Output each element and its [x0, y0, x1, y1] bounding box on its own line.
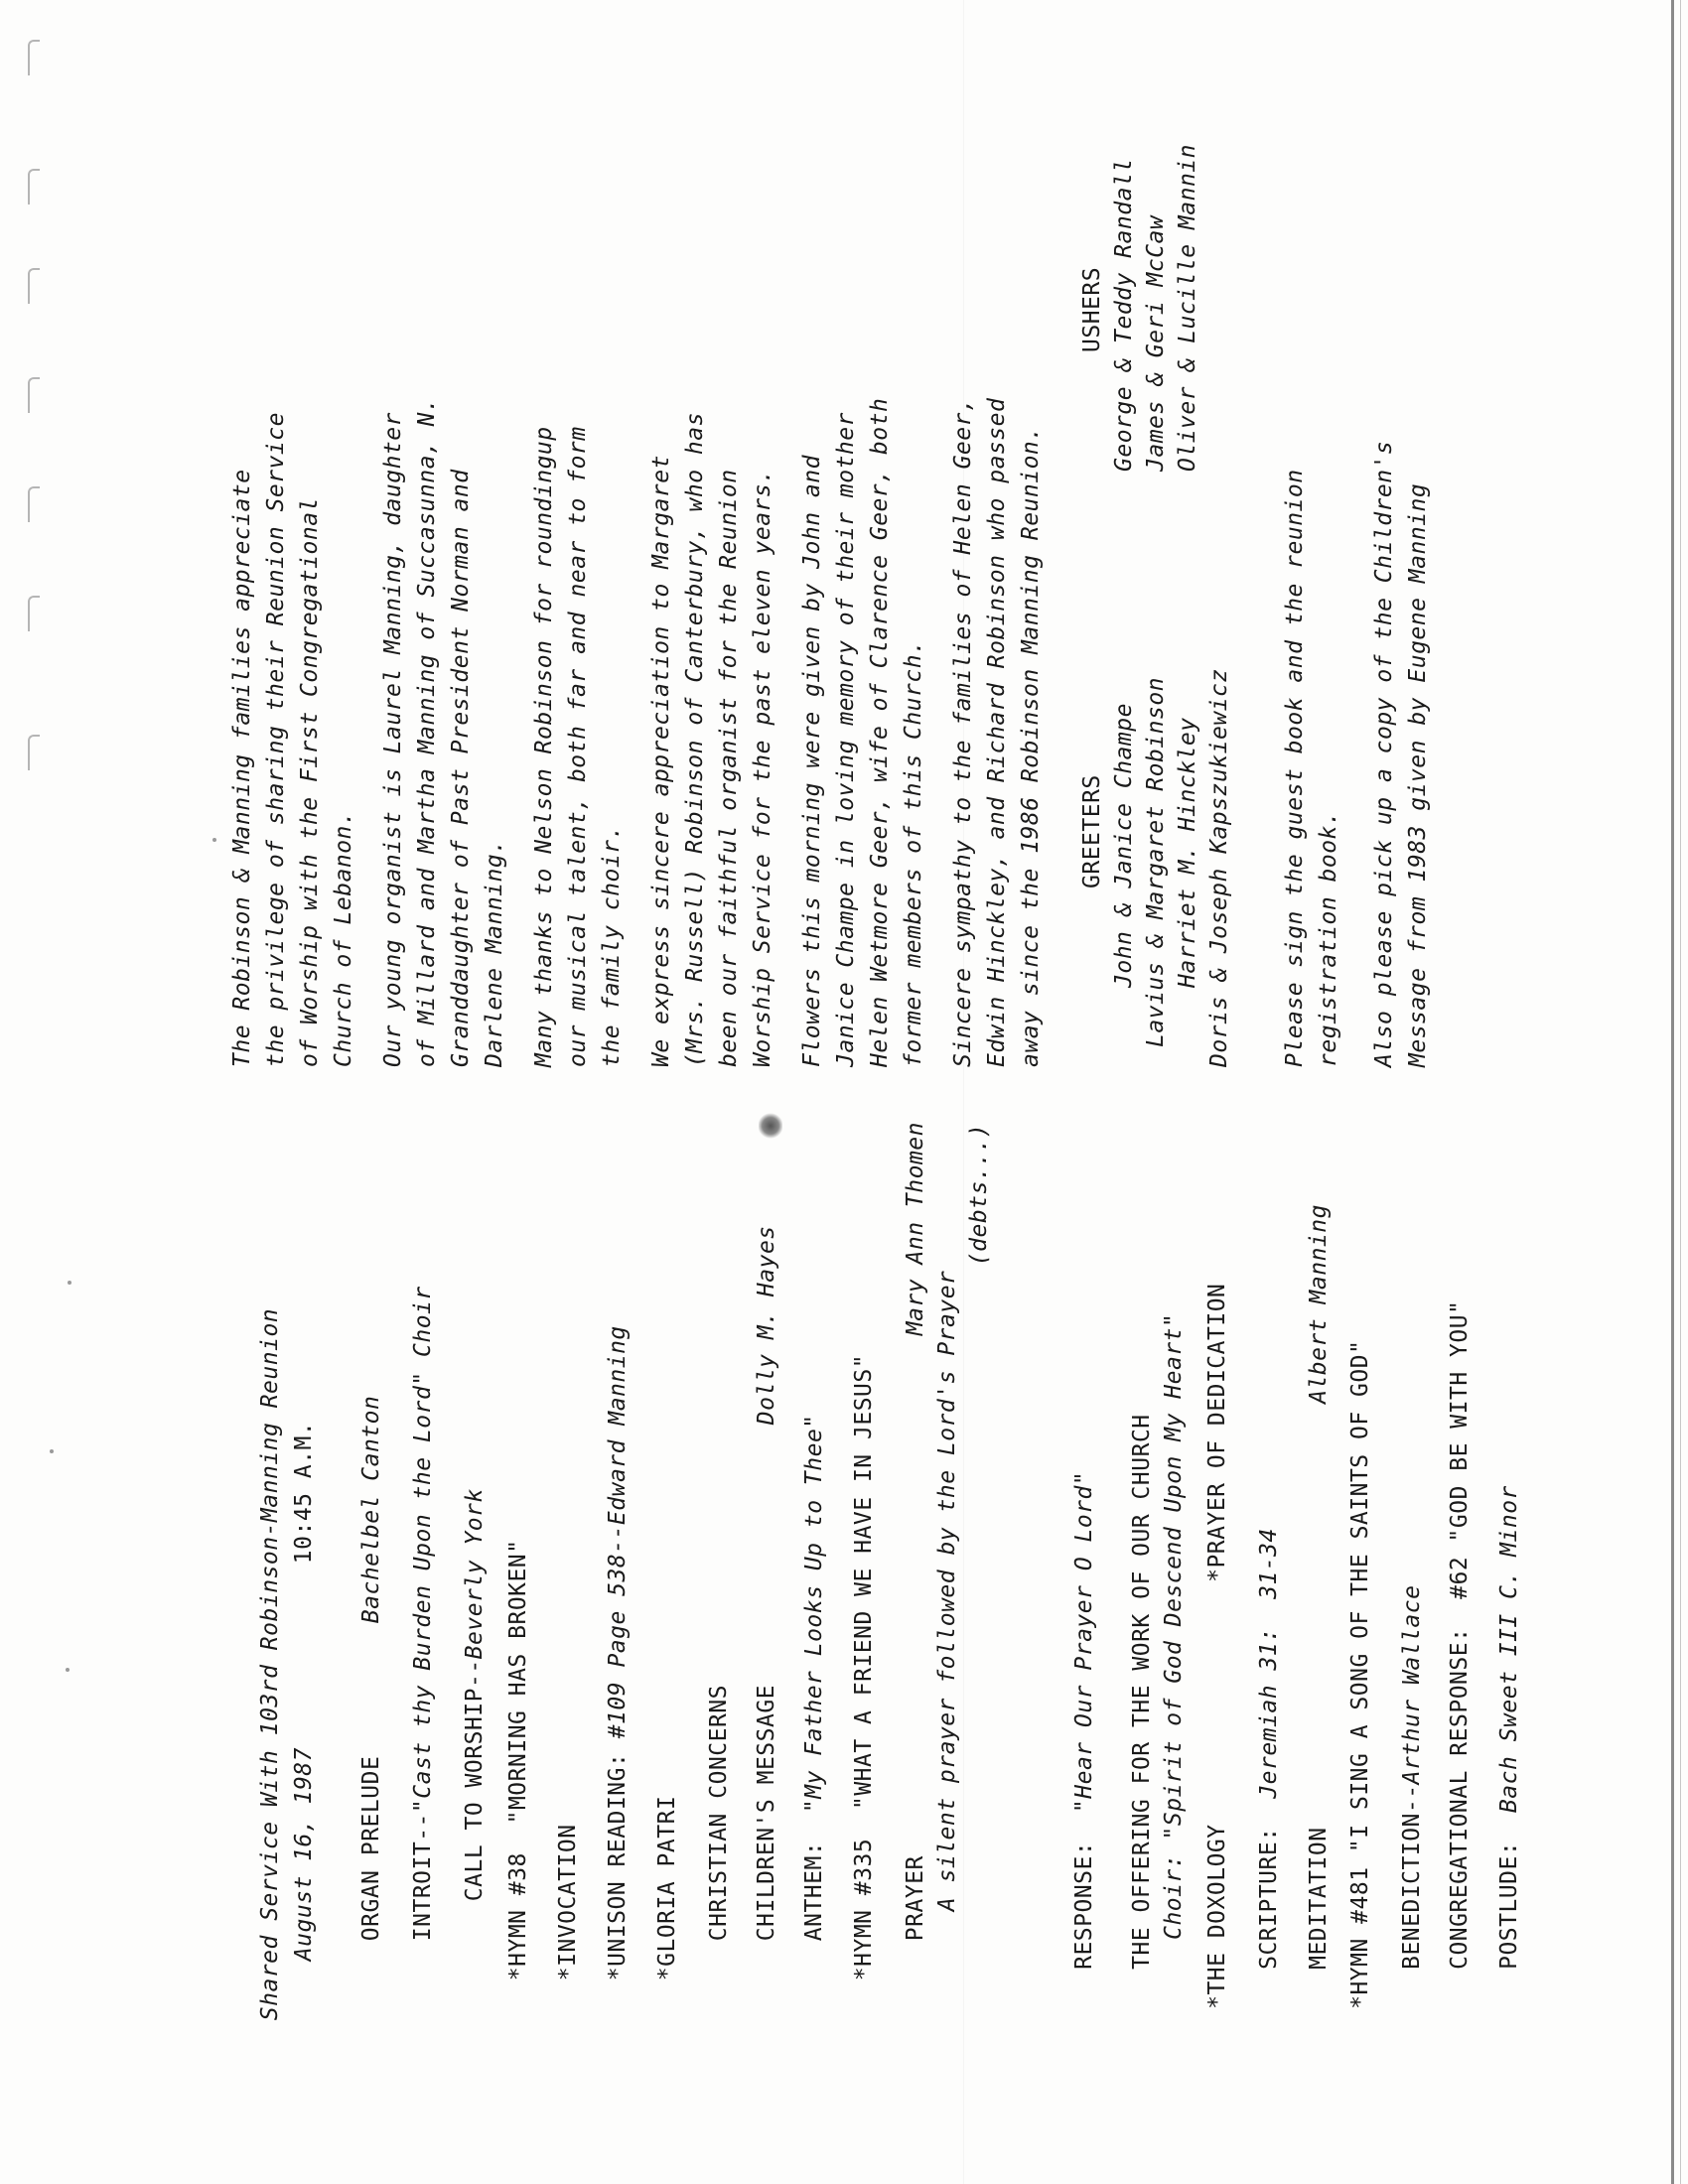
service-date: August 16, 1987: [291, 1747, 317, 1962]
childrens-message-value: Dolly M. Hayes: [754, 1225, 779, 1426]
congregational-response-label: CONGREGATIONAL RESPONSE:: [1447, 1627, 1473, 1970]
note-line: Also please pick up a copy of the Children's: [1371, 440, 1397, 1067]
benediction-value: Arthur Wallace: [1399, 1584, 1425, 1785]
scan-speck: [212, 838, 216, 842]
binder-hole-mark: [28, 377, 40, 413]
meditation-value: Albert Manning: [1306, 1204, 1332, 1404]
note-line: of Worship with the First Congregational: [297, 497, 323, 1067]
note-line: Sincere sympathy to the families of Helen Geer,: [950, 397, 976, 1067]
response-label: RESPONSE:: [1071, 1841, 1097, 1970]
note-line: Helen Wetmore Geer, wife of Clarence Geer, both: [867, 397, 893, 1067]
ushers-heading: USHERS: [1079, 266, 1105, 352]
childrens-message-label: CHILDREN'S MESSAGE: [754, 1684, 779, 1942]
binder-hole-mark: [28, 486, 40, 522]
note-line: Please sign the guest book and the reunion: [1282, 469, 1308, 1067]
binder-hole-mark: [28, 596, 40, 631]
scan-speck: [68, 1281, 71, 1285]
note-line: Edwin Hinckley, and Richard Robinson who passed: [984, 397, 1010, 1067]
order-of-worship-continued: [1028, 1072, 1522, 2134]
service-time: 10:45 A.M.: [291, 1421, 317, 1565]
note-line: Darlene Manning.: [482, 839, 507, 1067]
doxology-label: *THE DOXOLOGY: [1204, 1824, 1230, 2009]
invocation: *INVOCATION: [555, 1824, 581, 1981]
greeter-entry: Doris & Joseph Kapszukiewicz: [1206, 668, 1232, 1067]
note-line: been our faithful organist for the Reunion: [716, 469, 742, 1067]
anthem-label: ANTHEM:: [801, 1841, 827, 1942]
prayer-leader: Mary Ann Thomen: [903, 1122, 928, 1336]
scripture-label: SCRIPTURE:: [1256, 1827, 1282, 1970]
binder-hole-mark: [28, 268, 40, 304]
note-line: away since the 1986 Robinson Manning Reunion.: [1018, 426, 1044, 1067]
note-line: Church of Lebanon.: [331, 810, 356, 1067]
note-line: the privilege of sharing their Reunion Service: [263, 412, 289, 1067]
scan-edge: [1671, 0, 1674, 2184]
anthem-value: "My Father Looks Up to Thee": [801, 1414, 827, 1814]
postlude-label: POSTLUDE:: [1496, 1841, 1522, 1970]
call-to-worship-value: Beverly York: [462, 1488, 488, 1660]
binder-hole-mark: [28, 169, 40, 205]
prayer-description: A silent prayer followed by the Lord's Prayer: [934, 1270, 960, 1912]
order-of-worship: [213, 1072, 992, 2134]
gloria-patri: *GLORIA PATRI: [654, 1795, 680, 1981]
prayer-of-dedication: *PRAYER OF DEDICATION: [1204, 1283, 1230, 1582]
offering-choir: Choir: "Spirit of God Descend Upon My Heart": [1161, 1312, 1187, 1940]
note-line: We express sincere appreciation to Margaret: [648, 455, 674, 1067]
note-line: The Robinson & Manning families appreciate: [229, 469, 255, 1067]
note-line: Our young organist is Laurel Manning, daughter: [380, 412, 406, 1067]
prayer-label: PRAYER: [903, 1855, 928, 1942]
scripture-value: Jeremiah 31: 31-34: [1256, 1528, 1282, 1799]
hymn-335-label: *HYMN #335: [851, 1838, 877, 1981]
binder-hole-mark: [28, 735, 40, 770]
note-line: Many thanks to Nelson Robinson for roundingup: [531, 426, 557, 1067]
christian-concerns: CHRISTIAN CONCERNS: [706, 1684, 732, 1942]
scan-edge-light: [1680, 0, 1681, 2184]
note-line: Granddaughter of Past President Norman and: [448, 469, 474, 1067]
note-line: Worship Service for the past eleven years.: [750, 469, 775, 1067]
introit-label: INTROIT--: [410, 1813, 436, 1942]
call-to-worship-label: CALL TO WORSHIP--: [462, 1659, 488, 1902]
scan-speck: [66, 1668, 70, 1672]
benediction-label: BENEDICTION--: [1399, 1784, 1425, 1970]
hymn-38-value: "MORNING HAS BROKEN": [505, 1539, 531, 1825]
note-line: registration book.: [1316, 810, 1341, 1067]
note-line: (Mrs. Russell) Robinson of Canterbury, who has: [682, 412, 708, 1067]
unison-reading-label: *UNISON READING:: [605, 1752, 631, 1981]
offering-label: THE OFFERING FOR THE WORK OF OUR CHURCH: [1129, 1414, 1155, 1970]
note-line: former members of this Church.: [901, 639, 926, 1067]
note-line: of Millard and Martha Manning of Succasunna, N.: [414, 397, 440, 1067]
congregational-response-value: #62 "GOD BE WITH YOU": [1447, 1299, 1473, 1599]
note-line: the family choir.: [599, 825, 625, 1067]
usher-entry: George & Teddy Randall: [1111, 158, 1137, 472]
note-line: our musical talent, both far and near to form: [565, 426, 591, 1067]
greeter-entry: John & Janice Champe: [1111, 703, 1137, 988]
greeter-entry: Harriet M. Hinckley: [1175, 717, 1200, 988]
service-heading: Shared Service With 103rd Robinson-Manning Reunion: [257, 1307, 283, 2021]
note-line: Flowers this morning were given by John and: [799, 455, 825, 1067]
meditation-label: MEDITATION: [1306, 1827, 1332, 1970]
organ-prelude-label: ORGAN PRELUDE: [358, 1755, 384, 1942]
unison-reading-value: #109 Page 538--Edward Manning: [605, 1325, 631, 1739]
binder-hole-mark: [28, 40, 40, 75]
hymn-335-value: "WHAT A FRIEND WE HAVE IN JESUS": [851, 1353, 877, 1811]
hymn-481-value: "I SING A SONG OF THE SAINTS OF GOD": [1347, 1339, 1373, 1853]
usher-entry: James & Geri McCaw: [1143, 214, 1169, 472]
note-line: Janice Champe in loving memory of their mother: [833, 412, 859, 1067]
prayer-note: (debts...): [966, 1123, 992, 1267]
greeter-entry: Lavius & Margaret Robinson: [1143, 676, 1169, 1047]
introit-value: "Cast thy Burden Upon the Lord" Choir: [410, 1286, 436, 1814]
hymn-38-label: *HYMN #38: [505, 1852, 531, 1981]
usher-entry: Oliver & Lucille Mannin: [1175, 144, 1200, 472]
hymn-481-label: *HYMN #481: [1347, 1866, 1373, 2009]
scan-speck: [50, 1449, 54, 1453]
greeters-heading: GREETERS: [1079, 774, 1105, 888]
postlude-value: Bach Sweet III C. Minor: [1496, 1485, 1522, 1814]
response-value: "Hear Our Prayer O Lord": [1071, 1470, 1097, 1814]
note-line: Message from 1983 given by Eugene Manning: [1405, 482, 1431, 1067]
organ-prelude-value: Bachelbel Canton: [358, 1395, 384, 1624]
